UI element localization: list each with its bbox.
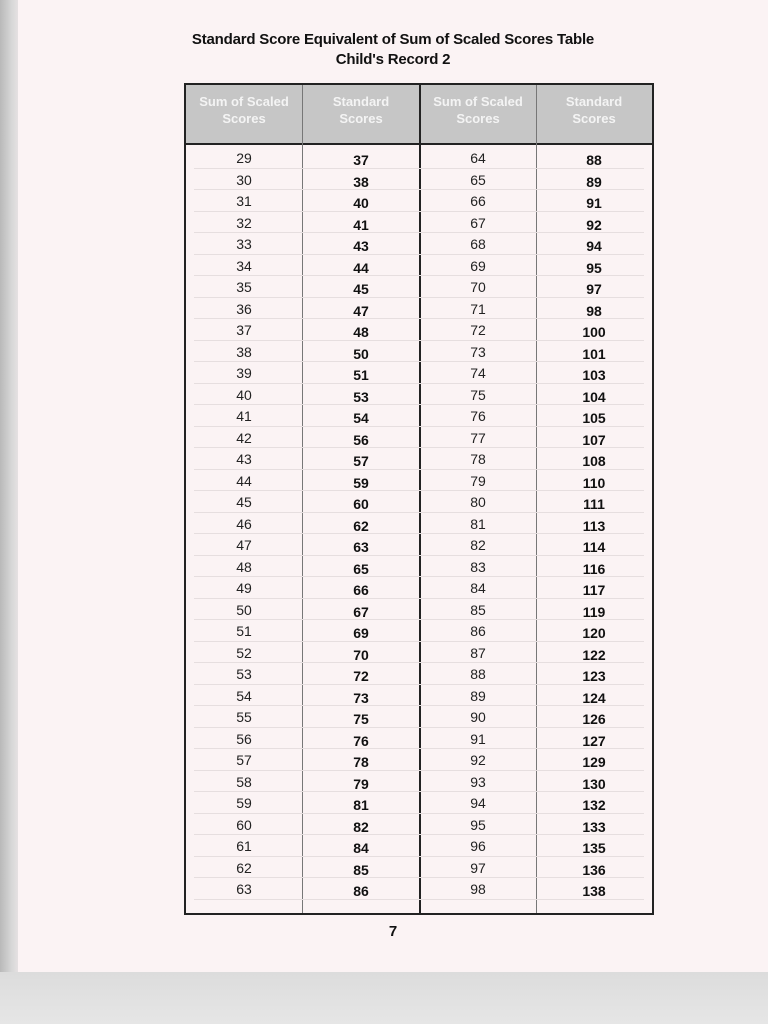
standard-score-cell: 100 — [582, 324, 606, 340]
standard-score-cell: 44 — [353, 259, 369, 276]
standard-score-cell: 117 — [582, 582, 606, 598]
standard-score-cell: 95 — [586, 259, 602, 276]
table-row — [186, 620, 652, 642]
sum-scaled-score-cell: 54 — [236, 687, 252, 704]
sum-scaled-score-cell: 90 — [470, 709, 486, 725]
header-sum-scaled-scores-1: Sum of Scaled Scores — [199, 94, 289, 126]
sum-scaled-score-cell: 69 — [470, 257, 486, 274]
header-sum-scaled-scores-2: Sum of Scaled Scores — [433, 94, 523, 126]
sum-scaled-score-cell: 88 — [470, 666, 486, 682]
sum-scaled-score-cell: 51 — [236, 623, 252, 639]
score-table — [184, 83, 654, 915]
table-row — [186, 448, 652, 470]
standard-score-cell: 108 — [582, 453, 606, 469]
sum-scaled-score-cell: 67 — [470, 214, 486, 231]
header-standard-scores-1: Standard Scores — [332, 94, 390, 126]
sum-scaled-score-cell: 71 — [470, 300, 486, 317]
sum-scaled-score-cell: 46 — [236, 515, 252, 532]
sum-scaled-score-cell: 35 — [236, 279, 252, 295]
sum-scaled-score-cell: 36 — [236, 300, 252, 317]
sum-scaled-score-cell: 85 — [470, 601, 486, 618]
sum-scaled-score-cell: 60 — [236, 816, 252, 833]
standard-score-cell: 57 — [353, 453, 369, 469]
standard-score-cell: 133 — [582, 818, 606, 835]
standard-score-cell: 132 — [582, 797, 606, 813]
sum-scaled-score-cell: 34 — [236, 257, 252, 274]
sum-scaled-score-cell: 49 — [236, 580, 252, 596]
sum-scaled-score-cell: 44 — [236, 472, 252, 489]
standard-score-cell: 110 — [582, 474, 606, 491]
sum-scaled-score-cell: 29 — [236, 150, 252, 166]
sum-scaled-score-cell: 84 — [470, 580, 486, 596]
standard-score-cell: 84 — [353, 840, 369, 856]
sum-scaled-score-cell: 66 — [470, 193, 486, 209]
sum-scaled-score-cell: 89 — [470, 687, 486, 704]
standard-score-cell: 63 — [353, 539, 369, 555]
sum-scaled-score-cell: 38 — [236, 343, 252, 360]
standard-score-cell: 89 — [586, 173, 602, 190]
table-row — [186, 169, 652, 191]
standard-score-cell: 114 — [582, 539, 606, 555]
header-standard-scores-2: Standard Scores — [565, 94, 623, 126]
standard-score-cell: 123 — [582, 668, 606, 684]
table-row — [186, 728, 652, 750]
sum-scaled-score-cell: 57 — [236, 752, 252, 768]
standard-score-cell: 129 — [582, 754, 606, 770]
standard-score-cell: 59 — [353, 474, 369, 491]
standard-score-cell: 51 — [353, 367, 369, 383]
sum-scaled-score-cell: 43 — [236, 451, 252, 467]
table-row — [186, 642, 652, 664]
standard-score-cell: 73 — [353, 689, 369, 706]
sum-scaled-score-cell: 53 — [236, 666, 252, 682]
sum-scaled-score-cell: 80 — [470, 494, 486, 510]
sum-scaled-score-cell: 50 — [236, 601, 252, 618]
standard-score-cell: 56 — [353, 431, 369, 448]
standard-score-cell: 120 — [582, 625, 606, 641]
sum-scaled-score-cell: 32 — [236, 214, 252, 231]
scanner-bed — [0, 972, 768, 1024]
standard-score-cell: 48 — [353, 324, 369, 340]
sum-scaled-score-cell: 30 — [236, 171, 252, 188]
sum-scaled-score-cell: 78 — [470, 451, 486, 467]
sum-scaled-score-cell: 62 — [236, 859, 252, 876]
sum-scaled-score-cell: 94 — [470, 795, 486, 811]
standard-score-cell: 70 — [353, 646, 369, 663]
standard-score-cell: 107 — [582, 431, 606, 448]
sum-scaled-score-cell: 39 — [236, 365, 252, 381]
standard-score-cell: 98 — [586, 302, 602, 319]
standard-score-cell: 88 — [586, 152, 602, 168]
standard-score-cell: 65 — [353, 560, 369, 577]
standard-score-cell: 60 — [353, 496, 369, 512]
standard-score-cell: 135 — [582, 840, 606, 856]
sum-scaled-score-cell: 40 — [236, 386, 252, 403]
standard-score-cell: 53 — [353, 388, 369, 405]
table-row — [186, 147, 652, 169]
standard-score-cell: 126 — [582, 711, 606, 727]
standard-score-cell: 69 — [353, 625, 369, 641]
sum-scaled-score-cell: 55 — [236, 709, 252, 725]
sum-scaled-score-cell: 59 — [236, 795, 252, 811]
sum-scaled-score-cell: 58 — [236, 773, 252, 790]
binding-edge — [0, 0, 20, 1024]
sum-scaled-score-cell: 77 — [470, 429, 486, 446]
sum-scaled-score-cell: 73 — [470, 343, 486, 360]
table-row — [186, 685, 652, 707]
table-row — [186, 706, 652, 728]
standard-score-cell: 103 — [582, 367, 606, 383]
standard-score-cell: 76 — [353, 732, 369, 749]
standard-score-cell: 105 — [582, 410, 606, 426]
table-row — [186, 663, 652, 685]
table-row — [186, 771, 652, 793]
table-row — [186, 276, 652, 298]
standard-score-cell: 127 — [582, 732, 606, 749]
standard-score-cell: 79 — [353, 775, 369, 792]
standard-score-cell: 47 — [353, 302, 369, 319]
sum-scaled-score-cell: 81 — [470, 515, 486, 532]
sum-scaled-score-cell: 56 — [236, 730, 252, 747]
sum-scaled-score-cell: 61 — [236, 838, 252, 854]
table-row — [186, 513, 652, 535]
standard-score-cell: 78 — [353, 754, 369, 770]
standard-score-cell: 66 — [353, 582, 369, 598]
standard-score-cell: 85 — [353, 861, 369, 878]
sum-scaled-score-cell: 74 — [470, 365, 486, 381]
standard-score-cell: 111 — [583, 496, 605, 512]
sum-scaled-score-cell: 79 — [470, 472, 486, 489]
sum-scaled-score-cell: 37 — [236, 322, 252, 338]
sum-scaled-score-cell: 65 — [470, 171, 486, 188]
table-row — [186, 233, 652, 255]
sum-scaled-score-cell: 45 — [236, 494, 252, 510]
table-row — [186, 362, 652, 384]
standard-score-cell: 138 — [582, 883, 606, 899]
sum-scaled-score-cell: 41 — [236, 408, 252, 424]
standard-score-cell: 130 — [582, 775, 606, 792]
table-row — [186, 749, 652, 771]
table-row — [186, 556, 652, 578]
table-row — [186, 319, 652, 341]
table-row — [186, 405, 652, 427]
table-row — [186, 255, 652, 277]
sum-scaled-score-cell: 91 — [470, 730, 486, 747]
standard-score-cell: 104 — [582, 388, 606, 405]
table-row — [186, 384, 652, 406]
sum-scaled-score-cell: 75 — [470, 386, 486, 403]
table-row — [186, 298, 652, 320]
sum-scaled-score-cell: 98 — [470, 881, 486, 897]
standard-score-cell: 136 — [582, 861, 606, 878]
standard-score-cell: 97 — [586, 281, 602, 297]
sum-scaled-score-cell: 92 — [470, 752, 486, 768]
sum-scaled-score-cell: 83 — [470, 558, 486, 575]
sum-scaled-score-cell: 72 — [470, 322, 486, 338]
table-row — [186, 577, 652, 599]
standard-score-cell: 94 — [586, 238, 602, 254]
standard-score-cell: 37 — [353, 152, 369, 168]
sum-scaled-score-cell: 42 — [236, 429, 252, 446]
sum-scaled-score-cell: 63 — [236, 881, 252, 897]
sum-scaled-score-cell: 33 — [236, 236, 252, 252]
standard-score-cell: 38 — [353, 173, 369, 190]
sum-scaled-score-cell: 76 — [470, 408, 486, 424]
table-row — [186, 814, 652, 836]
sum-scaled-score-cell: 64 — [470, 150, 486, 166]
table-row — [186, 857, 652, 879]
page-title: Standard Score Equivalent of Sum of Scaled Scores Table — [191, 31, 595, 48]
standard-score-cell: 113 — [582, 517, 606, 534]
table-row — [186, 534, 652, 556]
sum-scaled-score-cell: 70 — [470, 279, 486, 295]
sum-scaled-score-cell: 68 — [470, 236, 486, 252]
row-separator — [194, 899, 644, 900]
table-row — [186, 190, 652, 212]
standard-score-cell: 62 — [353, 517, 369, 534]
table-row — [186, 427, 652, 449]
table-row — [186, 599, 652, 621]
sum-scaled-score-cell: 96 — [470, 838, 486, 854]
standard-score-cell: 92 — [586, 216, 602, 233]
sum-scaled-score-cell: 82 — [470, 537, 486, 553]
standard-score-cell: 91 — [586, 195, 602, 211]
standard-score-cell: 122 — [582, 646, 606, 663]
sum-scaled-score-cell: 52 — [236, 644, 252, 661]
standard-score-cell: 86 — [353, 883, 369, 899]
standard-score-cell: 50 — [353, 345, 369, 362]
standard-score-cell: 67 — [353, 603, 369, 620]
standard-score-cell: 101 — [582, 345, 606, 362]
table-row — [186, 878, 652, 900]
standard-score-cell: 43 — [353, 238, 369, 254]
page-number: 7 — [388, 923, 398, 940]
standard-score-cell: 124 — [582, 689, 606, 706]
standard-score-cell: 54 — [353, 410, 369, 426]
sum-scaled-score-cell: 31 — [236, 193, 252, 209]
sum-scaled-score-cell: 95 — [470, 816, 486, 833]
standard-score-cell: 41 — [353, 216, 369, 233]
page-subtitle: Child's Record 2 — [335, 51, 451, 68]
standard-score-cell: 40 — [353, 195, 369, 211]
table-row — [186, 792, 652, 814]
sum-scaled-score-cell: 47 — [236, 537, 252, 553]
table-row — [186, 470, 652, 492]
table-row — [186, 212, 652, 234]
sum-scaled-score-cell: 93 — [470, 773, 486, 790]
standard-score-cell: 81 — [353, 797, 369, 813]
standard-score-cell: 45 — [353, 281, 369, 297]
standard-score-cell: 82 — [353, 818, 369, 835]
table-row — [186, 491, 652, 513]
standard-score-cell: 72 — [353, 668, 369, 684]
sum-scaled-score-cell: 86 — [470, 623, 486, 639]
standard-score-cell: 116 — [582, 560, 606, 577]
standard-score-cell: 119 — [582, 603, 606, 620]
sum-scaled-score-cell: 48 — [236, 558, 252, 575]
sum-scaled-score-cell: 87 — [470, 644, 486, 661]
standard-score-cell: 75 — [353, 711, 369, 727]
sum-scaled-score-cell: 97 — [470, 859, 486, 876]
table-row — [186, 341, 652, 363]
table-row — [186, 835, 652, 857]
